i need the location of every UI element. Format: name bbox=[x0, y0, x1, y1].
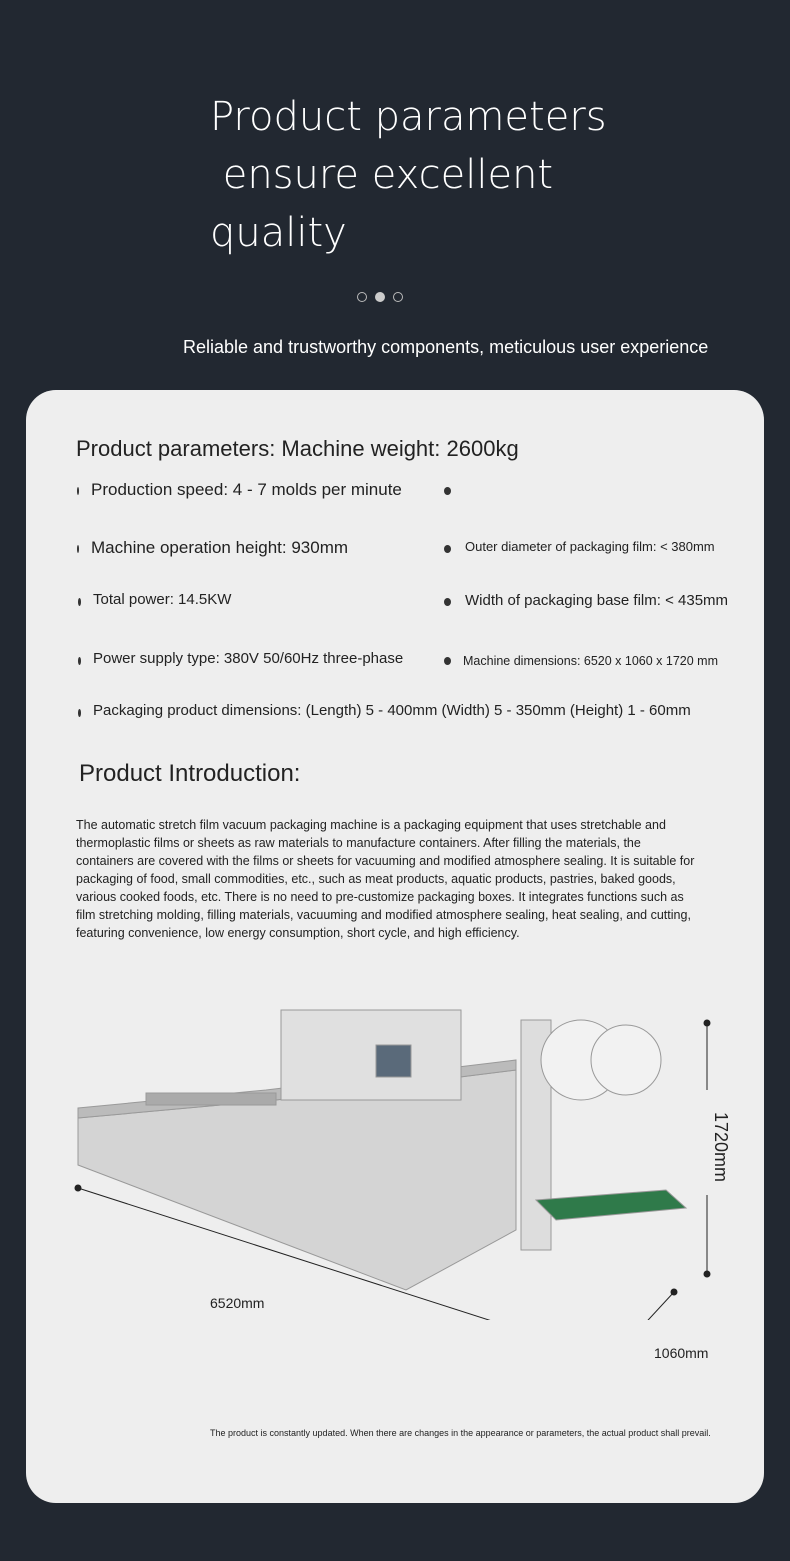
hero-subtitle: Reliable and trustworthy components, meticulous user experience bbox=[183, 337, 709, 357]
param-right: Outer diameter of packaging film: < 380mm bbox=[465, 539, 715, 554]
bullet-icon bbox=[77, 487, 79, 495]
bullet-icon bbox=[444, 487, 451, 495]
param-right: Width of packaging base film: < 435mm bbox=[465, 592, 729, 609]
bullet-icon bbox=[78, 657, 81, 665]
length-label: 6520mm bbox=[210, 1295, 265, 1311]
param-left: Production speed: 4 - 7 molds per minute bbox=[91, 480, 402, 499]
params-heading: Product parameters: Machine weight: 2600kg bbox=[76, 436, 519, 461]
intro-heading: Product Introduction: bbox=[79, 760, 301, 787]
bullet-icon bbox=[77, 545, 79, 553]
carousel-dot-active[interactable] bbox=[375, 292, 385, 302]
bullet-icon bbox=[444, 598, 451, 606]
carousel-dot[interactable] bbox=[357, 292, 367, 302]
machine-illustration bbox=[26, 990, 764, 1320]
bullet-icon bbox=[78, 598, 81, 606]
width-label: 1060mm bbox=[654, 1345, 709, 1361]
param-left: Power supply type: 380V 50/60Hz three-phase bbox=[93, 650, 404, 667]
height-label: 1720mm bbox=[711, 1112, 731, 1183]
carousel-dots bbox=[357, 292, 403, 302]
product-card bbox=[26, 390, 764, 1503]
disclaimer-note: The product is constantly updated. When there are changes in the appearance or parameters, the actual product shall prevail. bbox=[210, 1428, 711, 1438]
bullet-icon bbox=[78, 709, 81, 717]
hero-line: Product parameters bbox=[210, 94, 607, 140]
param-left: Total power: 14.5KW bbox=[93, 591, 232, 608]
param-left: Packaging product dimensions: (Length) 5 - 400mm (Width) 5 - 350mm (Height) 1 - 60mm bbox=[93, 702, 691, 719]
carousel-dot[interactable] bbox=[393, 292, 403, 302]
intro-text: The automatic stretch film vacuum packaging machine is a packaging equipment that uses stretchable and thermoplastic films or sheets as raw materials to manufacture containers. After filling the materials, the containers are covered with the films or sheets for vacuuming and modified atmosphere sealing. It is suitable for packaging of food, small commodities, etc., such as meat products, aquatic products, pastries, baked goods, various cooked foods, etc. There is no need to pre-customize packaging boxes. It integrates functions such as film stretching molding, filling materials, vacuuming and modified atmosphere sealing, heat sealing, and cutting, featuring convenience, low energy consumption, short cycle, and high efficiency. bbox=[76, 818, 695, 940]
hero-line: quality bbox=[210, 210, 347, 256]
param-left: Machine operation height: 930mm bbox=[91, 538, 349, 557]
bullet-icon bbox=[444, 657, 451, 665]
param-right: Machine dimensions: 6520 x 1060 x 1720 mm bbox=[463, 654, 719, 668]
hero-title bbox=[210, 88, 607, 262]
hero-line: ensure excellent bbox=[210, 152, 554, 198]
machine-image bbox=[78, 1010, 686, 1290]
bullet-icon bbox=[444, 545, 451, 553]
